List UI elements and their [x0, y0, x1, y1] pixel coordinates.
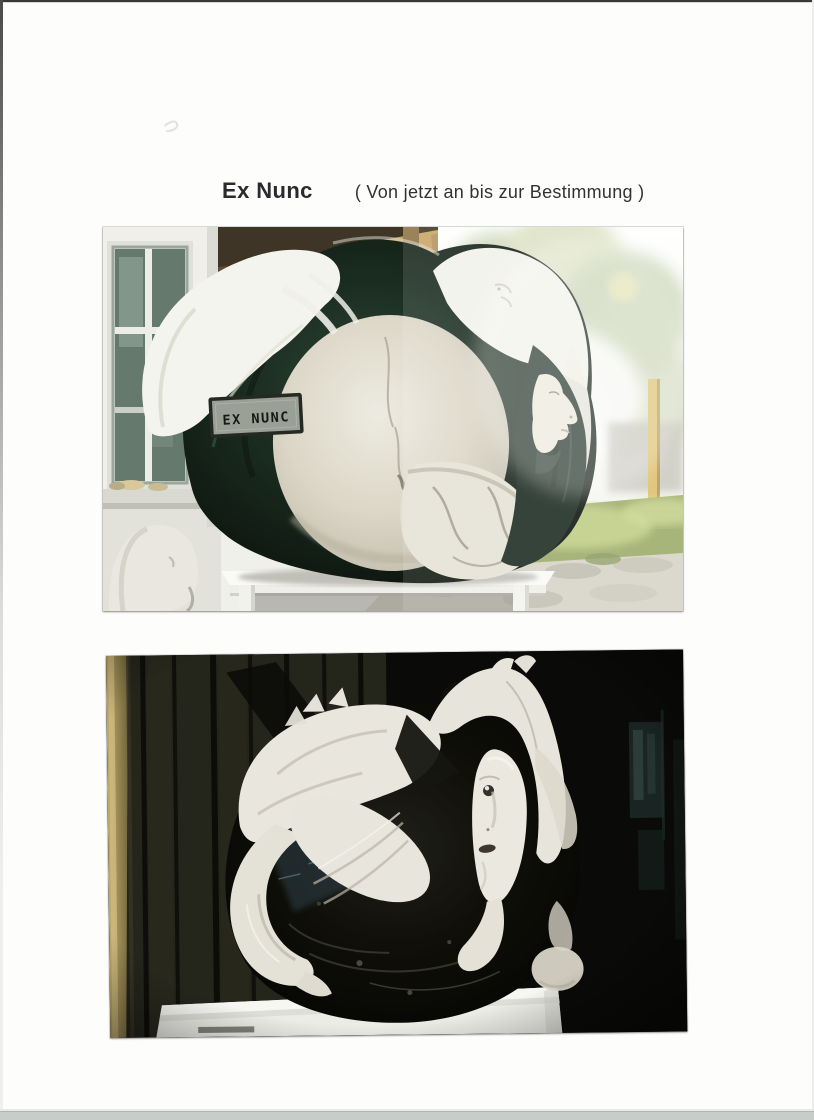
plaque-label: EX NUNC	[222, 409, 291, 429]
scan-edge-left	[0, 0, 3, 1120]
page-subtitle: ( Von jetzt an bis zur Bestimmung )	[354, 182, 645, 202]
scan-speck	[162, 120, 179, 134]
ex-nunc-plaque	[210, 395, 302, 437]
page-title-row	[222, 178, 644, 204]
scan-edge-bottom	[0, 1111, 814, 1120]
outdoor-photo-illustration	[103, 227, 683, 611]
scan-edge-top	[0, 0, 814, 3]
page-title: Ex Nunc	[222, 178, 313, 203]
indoor-photo-illustration	[106, 649, 687, 1038]
photo-outdoor	[103, 227, 683, 611]
photo-indoor	[106, 649, 687, 1038]
